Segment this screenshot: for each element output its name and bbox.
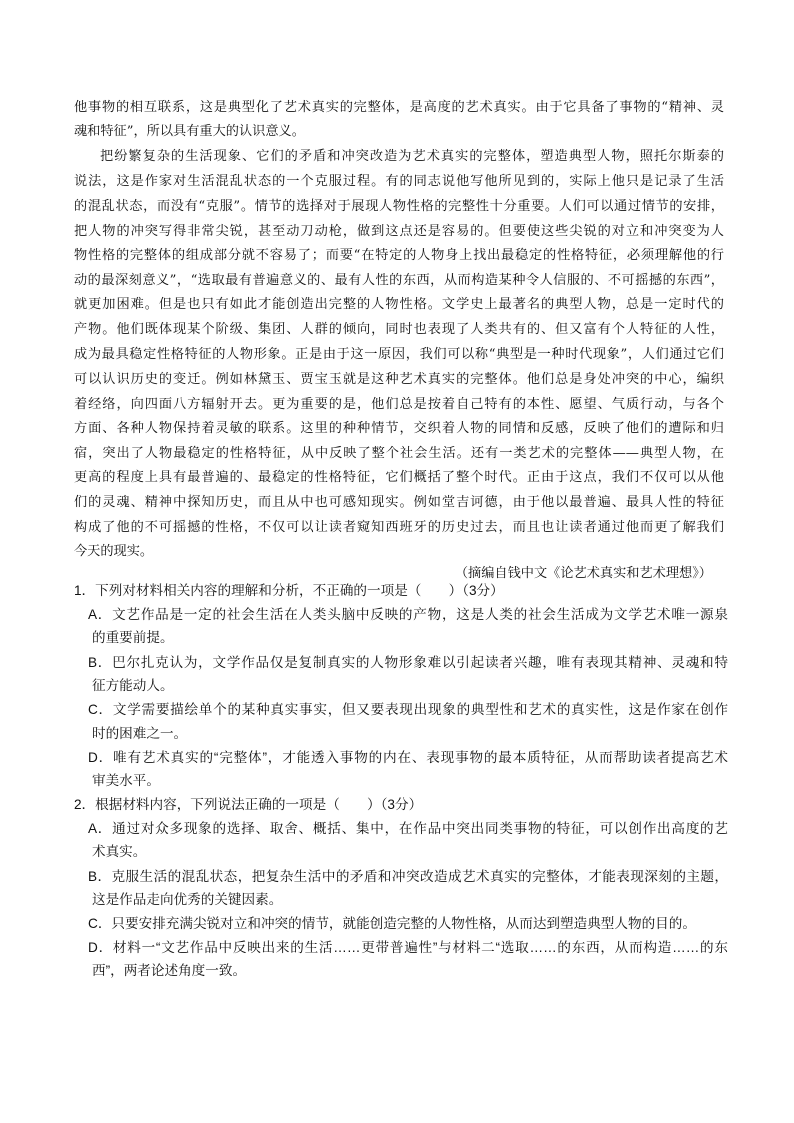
question-stem: 1．下列对材料相关内容的理解和分析，不正确的一项是（ ）（3分） [74,583,504,598]
passage-line: 更高的程度上具有最普遍的、最稳定的性格特征，它们概括了整个时代。正由于这点，我们不仅可以从他 [74,470,724,485]
passage-line: 的混乱状态，而没有“克服”。情节的选择对于展现人物性格的完整性十分重要。人们可以通过情节的安排， [74,199,724,214]
question-option: B．巴尔扎克认为，文学作品仅是复制真实的人物形象难以引起读者兴趣，唯有表现其精神、灵魂和特 [88,655,728,670]
question-option: A．通过对众多现象的选择、取舍、概括、集中，在作品中突出同类事物的特征，可以创作出高度的艺 [88,821,728,836]
passage-line: 说法，这是作家对生活混乱状态的一个克服过程。有的同志说他写他所见到的，实际上他只是记录了生活 [74,174,724,189]
question-option: D．唯有艺术真实的“完整体”，才能透入事物的内在、表现事物的最本质特征，从而帮助读者提高艺术 [88,750,728,765]
question-option: D．材料一“文艺作品中反映出来的生活……更带普遍性”与材料二“选取……的东西，从而构造……的东 [88,940,728,955]
question-option-continued: 征方能动人。 [92,678,174,693]
passage-line: 方面、各种人物保持着灵敏的联系。这里的种种情节，交织着人物的同情和反感，反映了他们的遭际和归 [74,421,724,436]
passage-line: 宿，突出了人物最稳定的性格特征，从中反映了整个社会生活。还有一类艺术的完整体——典型人物，在 [74,446,724,461]
question-option-continued: 术真实。 [92,844,147,859]
question-option: B．克服生活的混乱状态，把复杂生活中的矛盾和冲突改造成艺术真实的完整体，才能表现深刻的主题， [88,869,728,884]
question-option-continued: 的重要前提。 [92,630,174,645]
passage-line: 构成了他的不可摇撼的性格，不仅可以让读者窥知西班牙的历史过去，而且也让读者通过他而更了解我们 [74,520,724,535]
passage-line: 成为最具稳定性格特征的人物形象。正是由于这一原因，我们可以称“典型是一种时代现象”，人们通过它们 [74,347,724,362]
passage-line: 就更加困难。但是也只有如此才能创造出完整的人物性格。文学史上最著名的典型人物，总是一定时代的 [74,297,724,312]
question-option: C．只要安排充满尖锐对立和冲突的情节，就能创造完整的人物性格，从而达到塑造典型人物的目的。 [88,916,696,931]
passage-line: 他事物的相互联系，这是典型化了艺术真实的完整体，是高度的艺术真实。由于它具备了事物的“精神、灵 [74,100,724,115]
passage-line: 着经络，向四面八方辐射开去。更为重要的是，他们总是按着自己特有的本性、愿望、气质行动，与各个 [74,397,724,412]
passage-line: 把纷繁复杂的生活现象、它们的矛盾和冲突改造为艺术真实的完整体，塑造典型人物，照托尔斯泰的 [100,149,724,164]
question-stem: 2．根据材料内容，下列说法正确的一项是（ ）（3分） [74,797,423,812]
question-option: A．文艺作品是一定的社会生活在人类头脑中反映的产物，这是人类的社会生活成为文学艺术唯一源泉 [88,607,728,622]
passage-line: 产物。他们既体现某个阶级、集团、人群的倾向，同时也表现了人类共有的、但又富有个人特征的人性， [74,322,724,337]
question-option-continued: 西”，两者论述角度一致。 [92,963,247,978]
passage-line: 可以认识历史的变迁。例如林黛玉、贾宝玉就是这种艺术真实的完整体。他们总是身处冲突的中心，编织 [74,372,724,387]
question-option: C．文学需要描绘单个的某种真实事实，但又要表现出现象的典型性和艺术的真实性，这是作家在创作 [88,702,728,717]
question-option-continued: 这是作品走向优秀的关键因素。 [92,892,283,907]
passage-line: 魂和特征”，所以具有重大的认识意义。 [74,124,305,139]
question-option-continued: 审美水平。 [92,773,160,788]
passage-line: 今天的现实。 [74,544,154,559]
passage-line: 物性格的完整体的组成部分就不容易了；而要“在特定的人物身上找出最稳定的性格特征，必须理解他的行 [74,248,724,263]
passage-line: 把人物的冲突写得非常尖锐，甚至动刀动枪，做到这点还是容易的。但要使这些尖锐的对立和冲突变为人 [74,224,724,239]
passage-credit: （摘编自钱中文《论艺术真实和艺术理想》） [454,566,712,581]
question-option-continued: 时的困难之一。 [92,726,188,741]
passage-line: 动的最深刻意义”，“选取最有普遍意义的、最有人性的东西，从而构造某种令人信服的、不可摇撼的东西”， [74,273,724,288]
passage-line: 们的灵魂、精神中探知历史，而且从中也可感知现实。例如堂吉诃德，由于他以最普遍、最具人性的特征 [74,495,724,510]
